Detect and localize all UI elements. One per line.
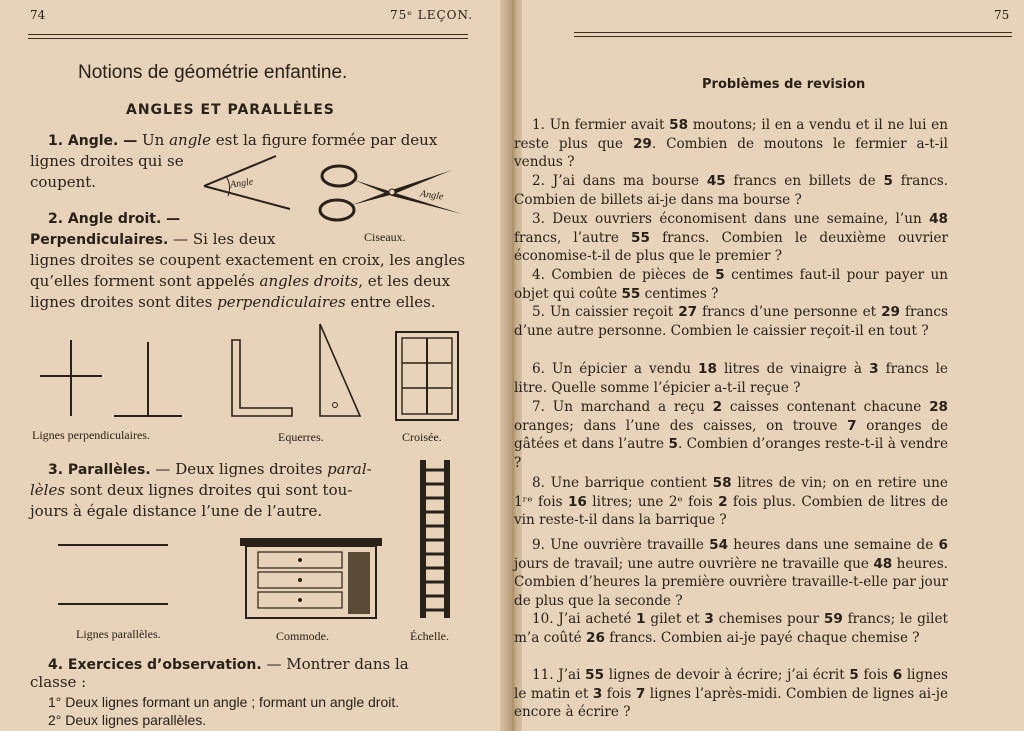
caption-echelle: Échelle. <box>410 629 449 643</box>
section-2-line: lignes droites sont dites perpendiculaires entre elles. <box>30 293 436 311</box>
scissors-angle-label: Angle <box>419 188 444 203</box>
commode-top <box>240 538 382 546</box>
right-page <box>514 0 1024 731</box>
problems-title: Problèmes de revision <box>702 77 866 92</box>
problem-item: 4. Combien de pièces de 5 centimes faut-il pour payer un objet qui coûte 55 centimes ? <box>514 267 948 302</box>
commode-side <box>348 552 370 614</box>
term-angle: angle <box>169 131 211 149</box>
section-2-line: qu’elles forment sont appelés angles droits, et les deux <box>30 272 451 290</box>
section-4-line: classe : <box>30 673 87 691</box>
caption-commode: Commode. <box>276 629 329 643</box>
section-2-line: Perpendiculaires. — Si les deux <box>30 230 276 248</box>
exercise-item: 2° Deux lignes parallèles. <box>48 712 207 728</box>
problem-item: 8. Une barrique contient 58 litres de vin; on en retire une 1ʳᵉ fois 16 litres; une 2ᵉ fois 2 fois plus. Combien de litres de vin reste-t-il dans la barrique ? <box>514 475 948 529</box>
caption-croisee: Croisée. <box>402 430 442 444</box>
section-subtitle: ANGLES ET PARALLÈLES <box>126 102 335 118</box>
ladder-rail-right <box>444 460 450 618</box>
caption-perpendicular: Lignes perpendiculaires. <box>32 428 150 442</box>
parallel-figures <box>0 0 510 731</box>
header-rule <box>574 32 1012 33</box>
page-number: 75 <box>994 8 1010 22</box>
ladder-rail-left <box>420 460 426 618</box>
caption-equerres: Equerres. <box>278 430 324 444</box>
section-1-heading: 1. Angle. — <box>48 133 138 149</box>
section-3-line: jours à égale distance l’une de l’autre. <box>30 502 323 520</box>
drawer-knob <box>298 558 302 562</box>
page-title: Notions de géométrie enfantine. <box>78 62 348 83</box>
section-1-line: lignes droites qui se <box>30 152 184 170</box>
problem-item: 2. J’ai dans ma bourse 45 francs en billets de 5 francs. Combien de billets ai-je dans ma bourse ? <box>514 173 949 208</box>
ladder-rungs <box>426 470 444 610</box>
caption-parallel: Lignes parallèles. <box>76 627 161 641</box>
header-rule <box>574 36 1012 37</box>
left-page <box>0 0 510 731</box>
problem-item: 7. Un marchand a reçu 2 caisses contenant chacune 28 oranges; dans l’une des caisses, on trouve 7 oranges de gâtées et dans l’autre 5. Combien d’oranges reste-t-il à vendre ? <box>514 399 948 471</box>
problem-item: 10. J’ai acheté 1 gilet et 3 chemises pour 59 francs; le gilet m’a coûté 26 francs. Combien ai-je payé chaque chemise ? <box>514 611 948 646</box>
problem-item: 6. Un épicier a vendu 18 litres de vinaigre à 3 francs le litre. Quelle somme l’épicier a-t-il reçue ? <box>514 361 948 396</box>
section-1-line: coupent. <box>30 173 97 191</box>
problem-item: 1. Un fermier avait 58 moutons; il en a vendu et il ne lui en reste plus que 29. Combien de moutons le fermier a-t-il vendus ? <box>514 117 948 171</box>
section-1-line: 1. Angle. — Un angle est la figure formée par deux <box>48 131 438 149</box>
problem-item: 5. Un caissier reçoit 27 francs d’une personne et 29 francs d’une autre personne. Combien le caissier reçoit-il en tout ? <box>514 304 948 339</box>
angle-label: Angle <box>229 176 254 191</box>
section-2-line: lignes droites se coupent exactement en croix, les angles <box>30 251 466 269</box>
drawer-knob <box>298 598 302 602</box>
page-number: 74 <box>30 8 46 22</box>
scissors-caption: Ciseaux. <box>364 230 406 244</box>
section-3-line: lèles sont deux lignes droites qui sont tou- <box>30 481 353 499</box>
drawer-knob <box>298 578 302 582</box>
section-2-subheading: Perpendiculaires. <box>30 232 169 248</box>
section-3-heading: 3. Parallèles. <box>48 462 151 478</box>
problem-item: 11. J’ai 55 lignes de devoir à écrire; j’ai écrit 5 fois 6 lignes le matin et 3 fois 7 lignes l’après-midi. Combien de lignes ai-je encore à écrire ? <box>514 667 948 721</box>
section-4-heading: 4. Exercices d’observation. <box>48 657 262 673</box>
term-angles-droits: angles droits <box>259 272 359 290</box>
term-perpendiculaires: perpendiculaires <box>217 293 346 311</box>
section-3-line: 3. Parallèles. — Deux lignes droites paral- <box>48 460 372 478</box>
problem-item: 9. Une ouvrière travaille 54 heures dans une semaine de 6 jours de travail; une autre ouvrière ne travaille que 48 heures. Combien d’heures la première ouvrière travaille-t-elle par jour de plus que la seconde ? <box>514 537 948 609</box>
section-2-heading: 2. Angle droit. — <box>48 211 181 227</box>
section-4-line: 4. Exercices d’observation. — Montrer dans la <box>48 655 409 673</box>
problem-item: 3. Deux ouvriers économisent dans une semaine, l’un 48 francs, l’autre 55 francs. Combien le deuxième ouvrier économise-t-il de plus que le premier ? <box>514 211 948 265</box>
running-header: 75ᵉ LEÇON. <box>390 8 474 22</box>
exercise-item: 1° Deux lignes formant un angle ; formant un angle droit. <box>48 694 400 710</box>
